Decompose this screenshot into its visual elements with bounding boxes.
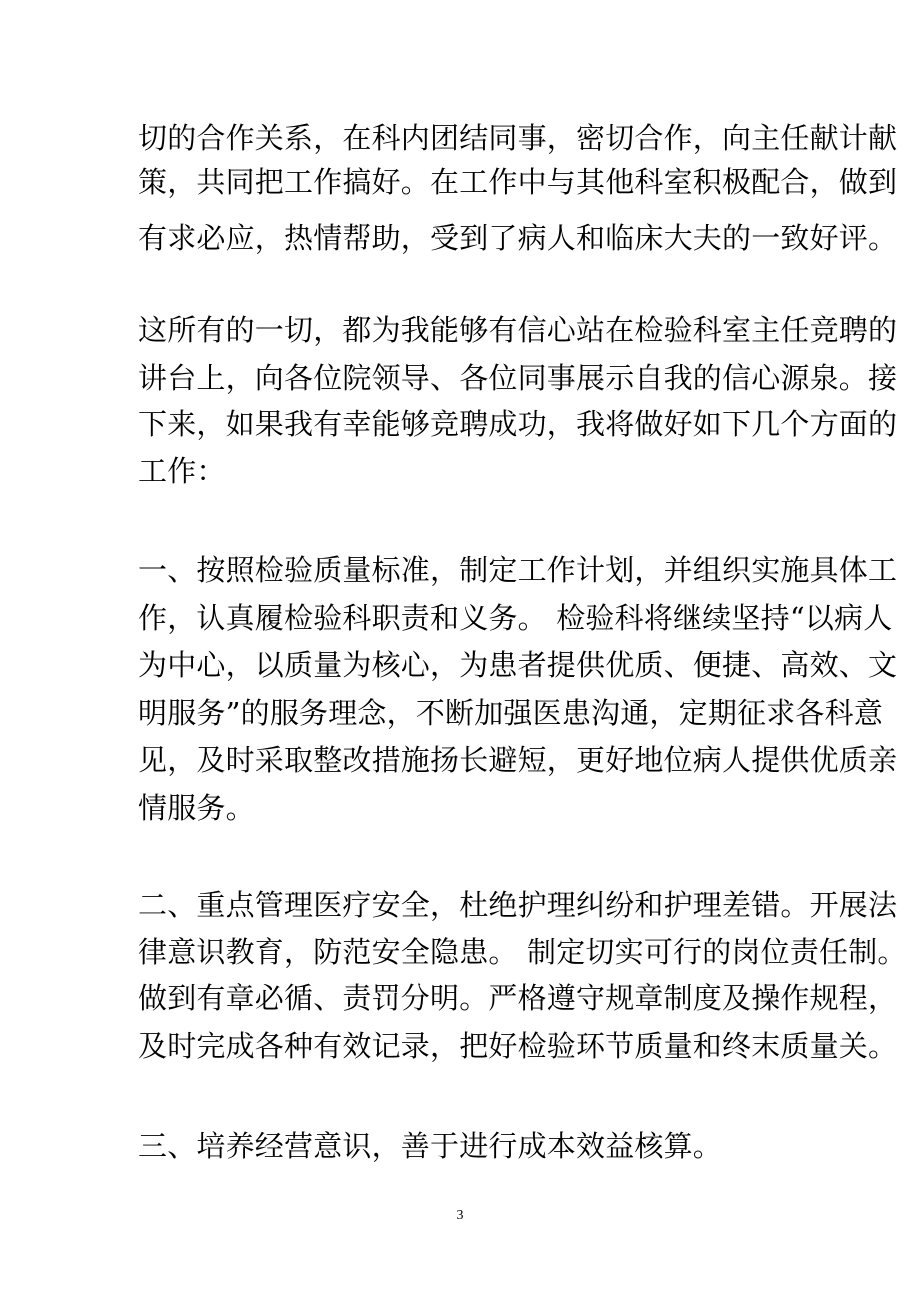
paragraph-3-line-2: 作，认真履检验科职责和义务。 检验科将继续坚持“以病人 [138, 601, 893, 635]
paragraph-3-line-5: 见，及时采取整改措施扬长避短，更好地位病人提供优质亲 [138, 743, 898, 777]
paragraph-2-line-2: 讲台上，向各位院领导、各位同事展示自我的信心源泉。接 [138, 361, 898, 395]
paragraph-1-line-3: 有求必应，热情帮助，受到了病人和临床大夫的一致好评。 [138, 221, 898, 255]
paragraph-4-line-1: 二、重点管理医疗安全，杜绝护理纠纷和护理差错。开展法 [138, 888, 898, 922]
paragraph-2-line-3: 下来，如果我有幸能够竞聘成功，我将做好如下几个方面的 [138, 407, 898, 441]
paragraph-3-line-3: 为中心，以质量为核心，为患者提供优质、便捷、高效、文 [138, 648, 898, 682]
page-number: 3 [456, 1208, 464, 1223]
paragraph-4-line-2: 律意识教育，防范安全隐患。 制定切实可行的岗位责任制。 [138, 935, 907, 969]
paragraph-4-line-4: 及时完成各种有效记录，把好检验环节质量和终末质量关。 [138, 1029, 898, 1063]
paragraph-4-line-3: 做到有章必循、责罚分明。严格遵守规章制度及操作规程， [138, 981, 898, 1015]
paragraph-1-line-1: 切的合作关系，在科内团结同事，密切合作，向主任献计献 [138, 121, 898, 155]
paragraph-5-line-1: 三、培养经营意识，善于进行成本效益核算。 [138, 1129, 723, 1163]
paragraph-2-line-1: 这所有的一切，都为我能够有信心站在检验科室主任竞聘的 [138, 313, 898, 347]
paragraph-3-line-6: 情服务。 [138, 791, 255, 825]
paragraph-3-line-1: 一、按照检验质量标准，制定工作计划，并组织实施具体工 [138, 553, 898, 587]
paragraph-3-line-4: 明服务”的服务理念，不断加强医患沟通，定期征求各科意 [138, 696, 884, 730]
paragraph-1-line-2: 策，共同把工作搞好。在工作中与其他科室积极配合，做到 [138, 165, 898, 199]
paragraph-2-line-4: 工作： [138, 454, 226, 488]
